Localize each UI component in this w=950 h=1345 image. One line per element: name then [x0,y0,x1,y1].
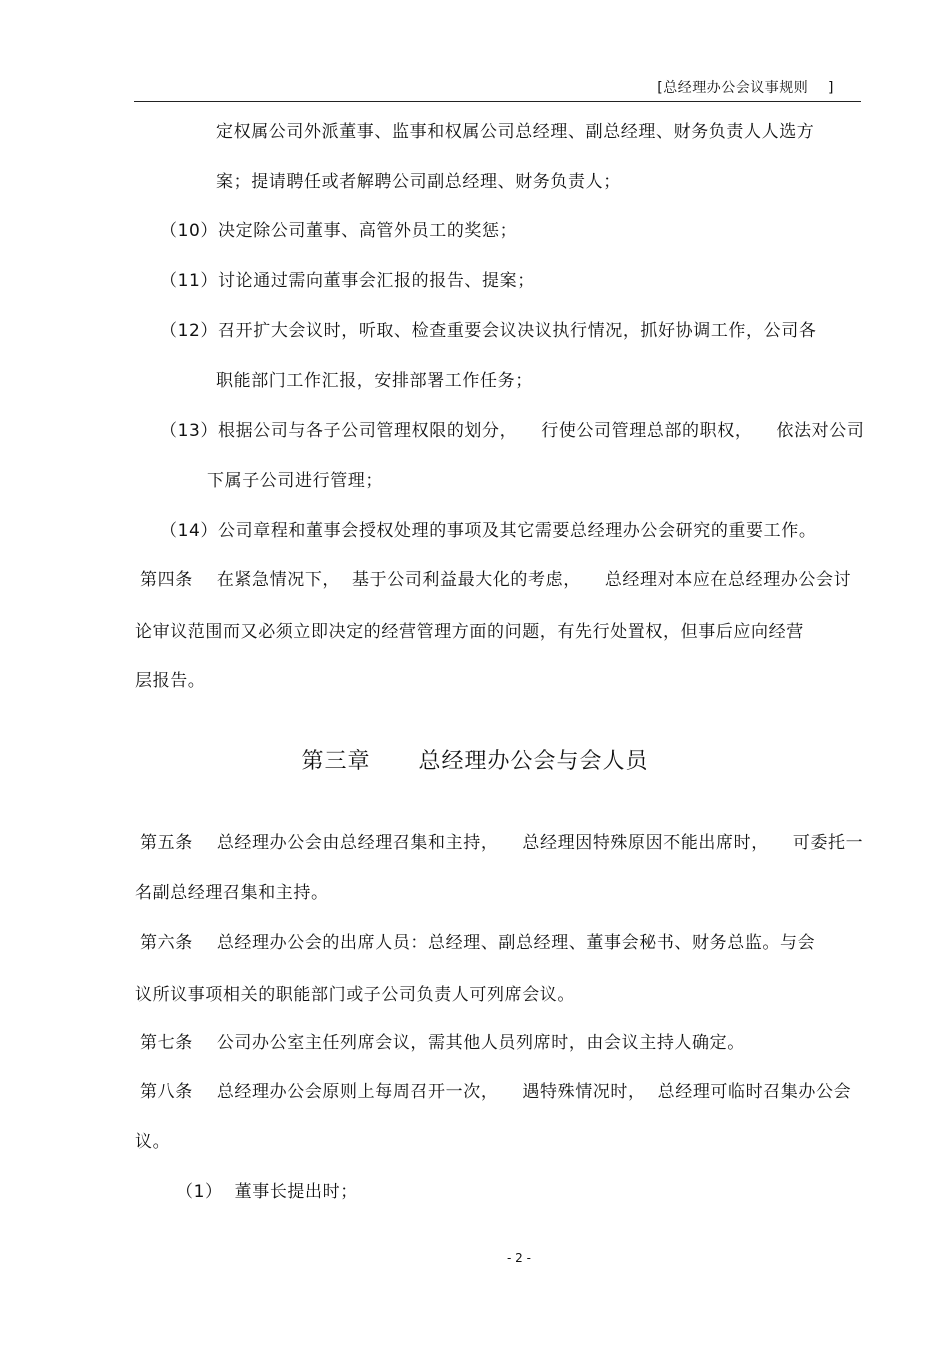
article-8: 第八条 总经理办公会原则上每周召开一次， 遇特殊情况时， 总经理可临时召集办公会 [140,1082,852,1102]
text-line: （13）根据公司与各子公司管理权限的划分， 行使公司管理总部的职权， 依法对公司 [160,421,865,441]
text-line: （12）召开扩大会议时，听取、检查重要会议决议执行情况，抓好协调工作，公司各 [160,321,817,341]
text-line: 议。 [135,1132,171,1152]
text-line: 定权属公司外派董事、监事和权属公司总经理、副总经理、财务负责人人选方 [216,122,815,142]
chapter-heading: 第三章 总经理办公会与会人员 [301,749,649,774]
running-header: [总经理办公会议事规则 ] [657,80,834,96]
text-line: 名副总经理召集和主持。 [135,883,329,903]
text-line: （14）公司章程和董事会授权处理的事项及其它需要总经理办公会研究的重要工作。 [160,521,817,541]
article-7: 第七条 公司办公室主任列席会议，需其他人员列席时，由会议主持人确定。 [140,1033,745,1053]
text-line: 论审议范围而又必须立即决定的经营管理方面的问题，有先行处置权，但事后应向经营 [135,622,804,642]
article-4: 第四条 在紧急情况下， 基于公司利益最大化的考虑， 总经理对本应在总经理办公会讨 [140,570,852,590]
list-item: （1） 董事长提出时； [176,1182,358,1202]
text-line: 职能部门工作汇报，安排部署工作任务； [216,371,533,391]
page-number: - 2 - [507,1251,531,1265]
text-line: 议所议事项相关的职能部门或子公司负责人可列席会议。 [135,985,575,1005]
header-divider [134,101,861,102]
text-line: 案；提请聘任或者解聘公司副总经理、财务负责人； [216,172,621,192]
text-line: （10）决定除公司董事、高管外员工的奖惩； [160,221,518,241]
text-line: （11）讨论通过需向董事会汇报的报告、提案； [160,271,535,291]
article-5: 第五条 总经理办公会由总经理召集和主持， 总经理因特殊原因不能出席时， 可委托一 [140,833,864,853]
article-6: 第六条 总经理办公会的出席人员：总经理、副总经理、董事会秘书、财务总监。与会 [140,933,816,953]
text-line: 层报告。 [135,671,206,691]
text-line: 下属子公司进行管理； [207,471,383,491]
